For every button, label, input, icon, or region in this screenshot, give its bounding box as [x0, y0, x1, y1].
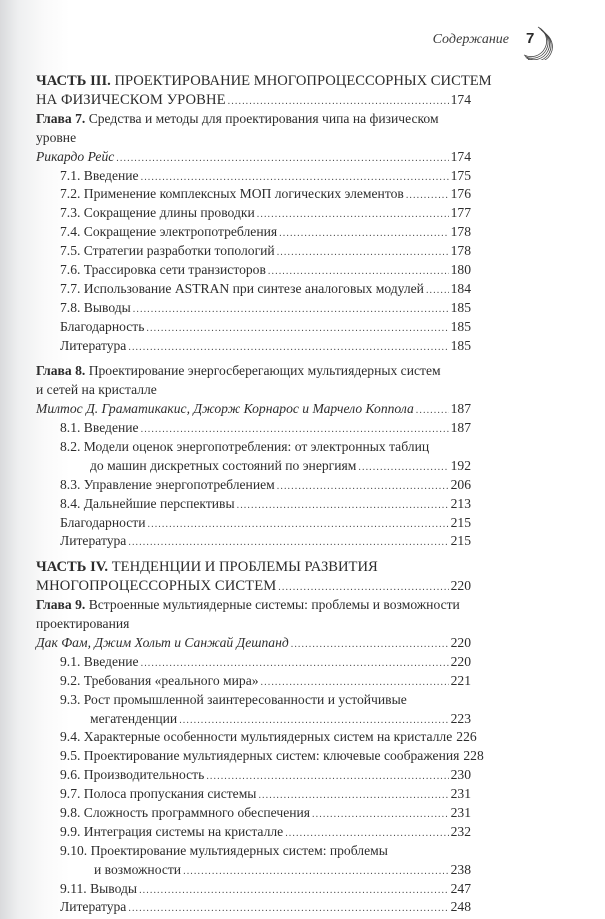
toc-entry-section[interactable]	[36, 476, 471, 495]
leader-dots	[141, 421, 449, 440]
toc-entry-section[interactable]	[36, 766, 471, 785]
leader-dots	[278, 579, 448, 598]
chapter-title-line: и сетей на кристалле	[36, 382, 157, 398]
toc-entry-section[interactable]	[36, 728, 477, 747]
section-title: 9.4. Характерные особенности мультиядерных систем на кристалле	[60, 729, 453, 745]
toc-entry-section[interactable]	[36, 672, 471, 691]
toc-entry-section[interactable]	[36, 318, 471, 337]
chapter-label: Глава 7.	[36, 110, 86, 126]
toc-entry-chapter[interactable]	[36, 400, 471, 419]
section-title: 9.11. Выводы	[60, 880, 138, 896]
page-ref: 221	[450, 672, 471, 688]
chapter-label: Глава 8.	[36, 363, 86, 379]
page-ref: 220	[450, 578, 471, 594]
toc-entry-chapter[interactable]	[36, 634, 471, 653]
page-ref: 220	[450, 653, 471, 669]
toc-entry-section[interactable]	[36, 880, 471, 899]
section-title-continued: мегатенденции	[90, 710, 178, 726]
page-ref: 231	[450, 805, 471, 820]
section-title: 7.4. Сокращение электропотребления	[60, 224, 278, 240]
toc-entry-section[interactable]	[36, 532, 471, 551]
section-title: 7.3. Сокращение длины проводки	[60, 205, 255, 221]
section-title: 9.2. Требования «реального мира»	[60, 672, 259, 688]
page-ref: 228	[463, 748, 484, 764]
page-ref: 184	[450, 280, 471, 296]
section-title: 8.4. Дальнейшие перспективы	[60, 495, 235, 511]
part-heading	[36, 558, 471, 577]
toc-entry-section[interactable]	[36, 785, 471, 804]
leader-dots	[128, 900, 448, 919]
page-ref: 206	[450, 476, 471, 492]
section-title: 9.5. Проектирование мультиядерных систем: ключевые соображения	[60, 748, 460, 764]
page-ref: 223	[450, 710, 471, 726]
section-title: 7.7. Использование ASTRAN при синтезе аналоговых модулей	[60, 280, 424, 296]
chapter-heading	[36, 110, 471, 129]
chapter-author: Милтос Д. Граматикакис, Джорж Корнарос и Марчело Коппола	[36, 401, 414, 417]
page-ref: 231	[450, 786, 471, 802]
toc-entry-section[interactable]	[36, 261, 471, 280]
toc-entry-part[interactable]	[36, 577, 471, 596]
part-label: ЧАСТЬ IV.	[36, 559, 109, 576]
section-title: 9.1. Введение	[60, 653, 139, 669]
part-title-line: НА ФИЗИЧЕСКОМ УРОВНЕ	[36, 91, 226, 108]
toc-entry-section[interactable]	[36, 804, 471, 823]
page-ref: 238	[450, 861, 471, 877]
toc-entry-section[interactable]	[36, 457, 471, 476]
chapter-title-line: Средства и методы для проектирования чипа на физическом	[88, 110, 439, 126]
section-title: 9.6. Производительность	[60, 767, 205, 783]
toc-entry-section[interactable]	[36, 299, 471, 318]
page-ref: 177	[450, 205, 471, 221]
part-title-line: ТЕНДЕНЦИИ И ПРОБЛЕМЫ РАЗВИТИЯ	[111, 559, 378, 576]
chapter-title-line: Проектирование энергосберегающих мультиядерных систем	[88, 363, 441, 379]
section-title: 9.3. Рост промышленной заинтересованности и устойчивые	[60, 691, 407, 707]
page-number: 7	[526, 30, 535, 47]
toc-entry-section[interactable]	[36, 185, 471, 204]
toc-entry-section[interactable]	[36, 419, 471, 438]
page-number-badge	[518, 24, 554, 60]
page-ref: 192	[450, 457, 471, 473]
page-ref: 215	[450, 533, 471, 549]
toc-entry-section[interactable]	[36, 861, 471, 880]
section-title: 7.5. Стратегии разработки топологий	[60, 243, 275, 259]
toc-entry-section[interactable]	[36, 280, 471, 299]
leader-dots	[128, 339, 448, 358]
toc-entry-section[interactable]	[36, 747, 484, 766]
section-title: 9.10. Проектирование мультиядерных систем: проблемы	[60, 842, 388, 858]
page-ref: 185	[450, 337, 471, 353]
part-title-line: ПРОЕКТИРОВАНИЕ МНОГОПРОЦЕССОРНЫХ СИСТЕМ	[114, 73, 492, 89]
chapter-heading	[36, 596, 471, 615]
toc-entry-section[interactable]	[36, 823, 471, 842]
page-ref: 230	[450, 767, 471, 783]
page-ref: 247	[450, 880, 471, 896]
chapter-title-line: Встроенные мультиядерные системы: проблемы и возможности	[88, 597, 460, 613]
toc-entry-section[interactable]	[36, 223, 471, 242]
section-title-continued: до машин дискретных состояний по энергиям	[90, 457, 357, 473]
chapter-author: Рикардо Рейс	[36, 148, 115, 164]
toc-entry-part[interactable]	[36, 91, 471, 110]
chapter-author: Дак Фам, Джим Хольт и Санжай Дешпанд	[36, 634, 289, 650]
page-ref: 176	[450, 186, 471, 202]
part-label: ЧАСТЬ III.	[36, 73, 111, 89]
toc-entry-section[interactable]	[36, 898, 471, 917]
table-of-contents	[36, 72, 492, 917]
page-ref: 232	[450, 823, 471, 839]
section-title: Литература	[60, 899, 127, 915]
page-ref: 187	[450, 401, 471, 417]
part-title-line: МНОГОПРОЦЕССОРНЫХ СИСТЕМ	[36, 578, 277, 595]
section-title: Благодарности	[60, 514, 146, 530]
section-title: Литература	[60, 533, 127, 549]
chapter-title-line: уровне	[36, 129, 77, 145]
section-title: 7.6. Трассировка сети транзисторов	[60, 261, 266, 277]
page-ref: 187	[450, 420, 471, 436]
page-ref: 248	[450, 899, 471, 915]
toc-entry-section[interactable]	[36, 204, 471, 223]
page-ref: 220	[450, 634, 471, 650]
chapter-label: Глава 9.	[36, 597, 86, 613]
page-ref: 175	[450, 167, 471, 183]
page-ref: 213	[450, 495, 471, 511]
page-ref: 180	[450, 261, 471, 277]
toc-entry-section[interactable]	[36, 242, 471, 261]
leader-dots	[261, 674, 449, 693]
section-title: 7.2. Применение комплексных МОП логических элементов	[60, 186, 404, 202]
page-ref: 226	[456, 729, 477, 745]
chapter-title-line: проектирования	[36, 616, 130, 632]
toc-entry-section[interactable]	[36, 710, 471, 729]
section-title: 8.1. Введение	[60, 420, 139, 436]
page-ref: 185	[450, 299, 471, 315]
page-ref: 174	[450, 91, 471, 107]
section-title: 9.9. Интеграция системы на кристалле	[60, 823, 284, 839]
section-title: 8.3. Управление энергопотреблением	[60, 476, 275, 492]
running-head-title: Содержание	[432, 32, 509, 47]
leader-dots	[285, 825, 448, 844]
section-title: 7.8. Выводы	[60, 299, 131, 315]
section-title: Благодарность	[60, 318, 145, 334]
leader-dots	[228, 93, 449, 112]
page-ref: 185	[450, 318, 471, 334]
page-ref: 174	[450, 148, 471, 164]
toc-entry-section[interactable]	[36, 337, 471, 356]
leader-dots	[128, 534, 448, 553]
part-heading	[36, 72, 492, 91]
page-ref: 215	[450, 514, 471, 530]
running-head	[0, 28, 605, 58]
concentric-arcs-icon	[518, 24, 554, 60]
page-ref: 178	[450, 243, 471, 259]
section-title-continued: и возможности	[94, 861, 182, 877]
chapter-heading	[36, 362, 471, 381]
page-ref: 178	[450, 224, 471, 240]
section-title: 8.2. Модели оценок энергопотребления: от электронных таблиц	[60, 439, 430, 454]
section-title: Литература	[60, 337, 127, 353]
toc-entry-section[interactable]	[36, 167, 471, 186]
section-title: 7.1. Введение	[60, 167, 139, 183]
toc-entry-chapter[interactable]	[36, 148, 471, 167]
section-title: 9.7. Полоса пропускания системы	[60, 786, 257, 802]
section-title: 9.8. Сложность программного обеспечения	[60, 805, 311, 820]
toc-entry-section[interactable]	[36, 495, 471, 514]
toc-entry-section[interactable]	[36, 514, 471, 533]
toc-entry-section[interactable]	[36, 653, 471, 672]
